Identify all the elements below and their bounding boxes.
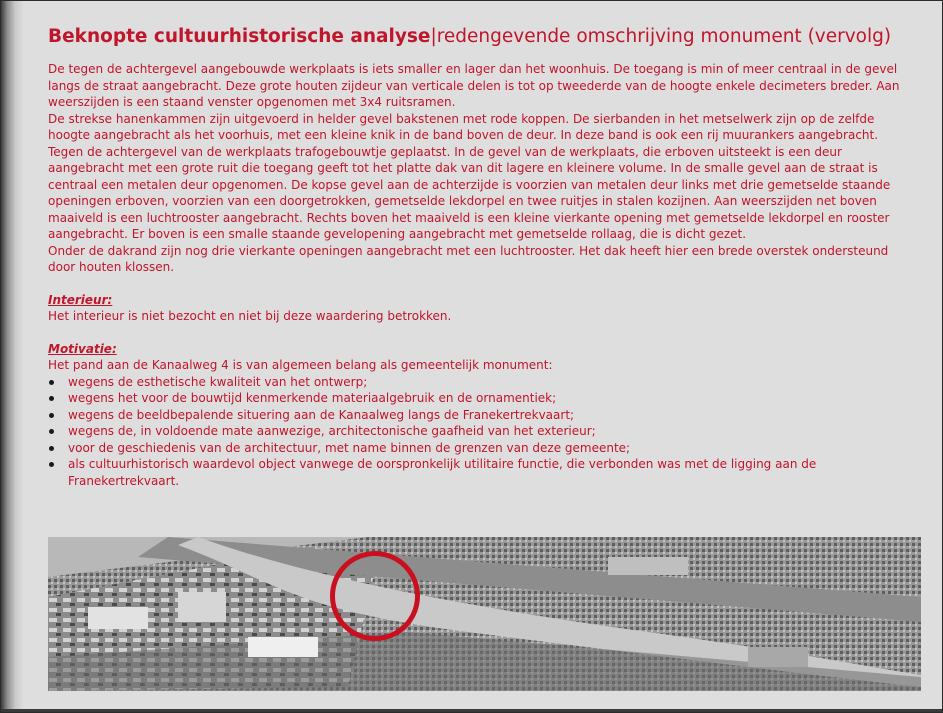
list-item: wegens de esthetische kwaliteit van het ontwerp; xyxy=(48,374,918,391)
page-content xyxy=(48,23,918,489)
motivation-intro: Het pand aan de Kanaalweg 4 is van algemeen belang als gemeentelijk monument: xyxy=(48,358,553,372)
interior-heading: Interieur: xyxy=(48,292,113,307)
page-title xyxy=(48,23,918,51)
paragraph: Tegen de achtergevel van de werkplaats trafogebouwtje geplaatst. In de gevel van de werkplaats, die erboven uitsteekt is een deur aangebracht met een grote ruit die toegang geeft tot het platte dak van dit lagere en kleinere volume. In de smalle gevel aan de straat is centraal een metalen deur opgenomen. De kopse gevel aan de achterzijde is voorzien van metalen deur links met drie gemetselde staande openingen erboven, voorzien van een doorgetrokken, gemetselde lekdorpel en twee ruitjes in stalen kozijnen. Aan weerszijden net boven maaiveld is een luchtrooster aangebracht. Rechts boven het maaiveld is een kleine vierkante opening met gemetselde lekdorpel en rooster aangebracht. Er boven is een smalle staande gevelopening aangebracht met gemetselde rollaag, die is dicht gezet. xyxy=(48,144,891,241)
paragraph: Onder de dakrand zijn nog drie vierkante openingen aangebracht met een luchtrooster. Het dak heeft hier een brede overstek ondersteund door houten klossen. xyxy=(48,243,889,274)
paragraph: De tegen de achtergevel aangebouwde werkplaats is iets smaller en lager dan het woonhuis. De toegang is min of meer centraal in de gevel langs de straat aangebracht. Deze grote houten zijdeur van verticale delen is tot op tweederde van de hoogte enkele decimeters breder. Aan weerszijden is een staand venster opgenomen met 3x4 ruitsramen. xyxy=(48,62,900,109)
title-main: Beknopte cultuurhistorische analyse xyxy=(48,26,431,47)
spacer xyxy=(48,276,918,292)
list-item: voor de geschiedenis van de architectuur, met name binnen de grenzen van deze gemeente; xyxy=(48,440,918,457)
list-item: wegens de beeldbepalende situering aan de Kanaalweg langs de Franekertrekvaart; xyxy=(48,407,918,424)
list-item: wegens de, in voldoende mate aanwezige, architectonische gaafheid van het exterieur; xyxy=(48,423,918,440)
motivation-heading: Motivatie: xyxy=(48,341,117,356)
spacer xyxy=(48,325,918,341)
title-separator: | xyxy=(430,26,437,47)
aerial-photo xyxy=(48,537,921,691)
list-item: als cultuurhistorisch waardevol object vanwege de oorspronkelijk utilitaire functie, die verbonden was met de ligging aan de Franekertrekvaart. xyxy=(48,456,918,489)
red-circle-marker-icon xyxy=(330,551,420,641)
viewer-bottom-edge xyxy=(1,709,942,712)
title-subtitle: redengevende omschrijving monument (vervolg) xyxy=(436,26,892,47)
aerial-photo-image xyxy=(48,537,921,691)
list-item: wegens het voor de bouwtijd kenmerkende materiaalgebruik en de ornamentiek; xyxy=(48,390,918,407)
interior-text: Het interieur is niet bezocht en niet bij deze waardering betrokken. xyxy=(48,309,452,323)
motivation-list xyxy=(48,374,918,490)
document-page xyxy=(23,1,941,709)
paragraph: De strekse hanenkammen zijn uitgevoerd in helder gevel bakstenen met rode koppen. De sierbanden in het metselwerk zijn op de zelfde hoogte aangebracht als het voorhuis, met een kleine knik in de band boven de deur. In deze band is ook een rij muurankers aangebracht. xyxy=(48,111,879,142)
